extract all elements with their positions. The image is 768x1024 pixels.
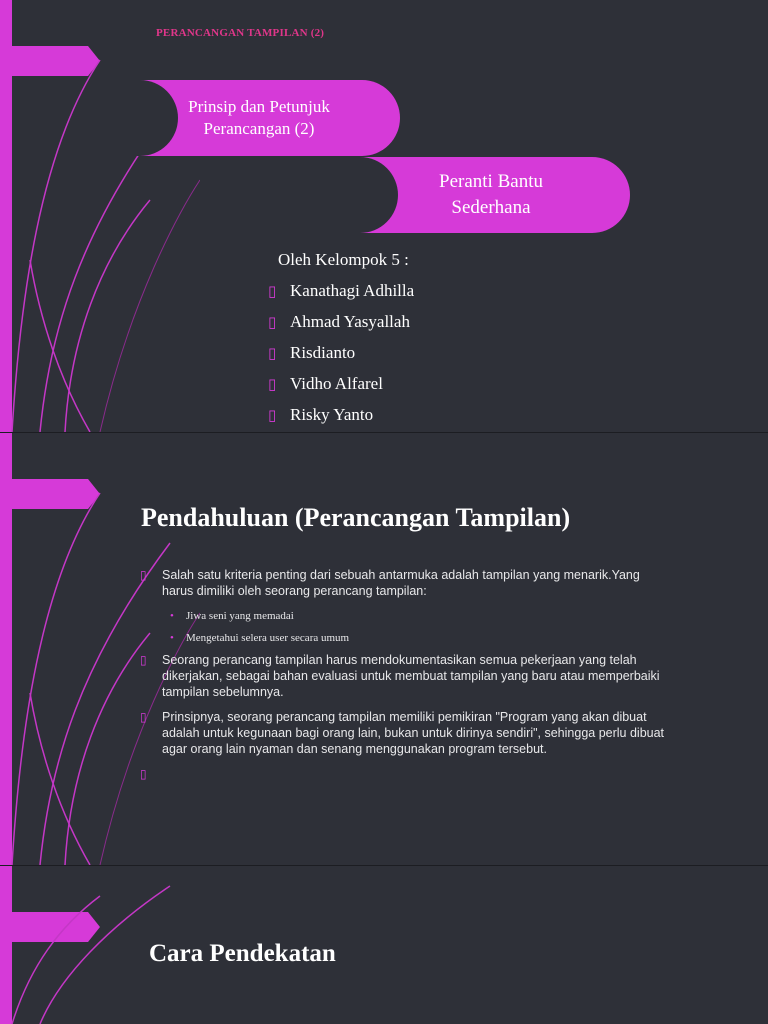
- sub-item: [170, 630, 670, 646]
- paragraph-text: Prinsipnya, seorang perancang tampilan memiliki pemikiran "Program yang akan dibuat adalah untuk kegunaan bagi orang lain, bukan untuk dirinya sendiri", sehingga perlu dibuat agar orang lain nyaman dan senang menggunakan program tersebut.: [162, 710, 665, 756]
- square-bullet-icon: ▯: [140, 568, 147, 582]
- member-name: Ahmad Yasyallah: [290, 312, 410, 331]
- member-item: [268, 343, 414, 374]
- member-item: [268, 312, 414, 343]
- square-bullet-icon: ▯: [268, 344, 277, 362]
- member-name: Risky Yanto: [290, 405, 374, 424]
- slide-2: [0, 433, 768, 865]
- member-item: [268, 281, 414, 312]
- member-name: Kanathagi Adhilla: [290, 281, 415, 300]
- sub-item-text: Jiwa seni yang memadai: [186, 610, 294, 622]
- deck-kicker: PERANCANGAN TAMPILAN (2): [156, 27, 325, 39]
- slide-1: [0, 0, 768, 432]
- square-bullet-icon: ▯: [140, 710, 147, 724]
- member-item: [268, 374, 414, 405]
- sub-item-text: Mengetahui selera user secara umum: [186, 632, 350, 644]
- paragraph-text: Salah satu kriteria penting dari sebuah antarmuka adalah tampilan yang menarik.Yang harus dimiliki oleh seorang perancang tampilan:: [162, 568, 640, 598]
- member-item: [268, 405, 414, 432]
- member-name: Vidho Alfarel: [290, 374, 383, 393]
- member-name: Risdianto: [290, 343, 356, 362]
- dot-bullet-icon: •: [170, 610, 174, 622]
- paragraph: [140, 567, 670, 599]
- group-label: Oleh Kelompok 5 :: [278, 250, 409, 269]
- paragraph: [140, 766, 670, 782]
- square-bullet-icon: ▯: [268, 375, 277, 393]
- square-bullet-icon: ▯: [140, 767, 147, 781]
- slide-title: Cara Pendekatan: [149, 940, 336, 967]
- square-bullet-icon: ▯: [140, 653, 147, 667]
- square-bullet-icon: ▯: [268, 313, 277, 331]
- pill-line: Peranti Bantu: [439, 171, 543, 192]
- square-bullet-icon: ▯: [268, 282, 277, 300]
- pill-line: Sederhana: [451, 197, 531, 218]
- slide-3: [0, 866, 768, 1024]
- paragraph-text: Seorang perancang tampilan harus mendokumentasikan semua pekerjaan yang telah dikerjakan, sebagai bahan evaluasi untuk membuat tampilan yang baru atau memperbaiki tampilan sebelumnya.: [162, 653, 660, 699]
- slide-title: Pendahuluan (Perancangan Tampilan): [141, 503, 571, 532]
- slide-body: [140, 567, 670, 791]
- member-list: [268, 281, 414, 432]
- pill-line: Perancangan (2): [203, 119, 315, 138]
- decorative-curves: [0, 0, 200, 432]
- paragraph: [140, 652, 670, 700]
- dot-bullet-icon: •: [170, 632, 174, 644]
- paragraph: [140, 709, 670, 757]
- pill-line: Prinsip dan Petunjuk: [188, 97, 330, 116]
- sub-item: [170, 608, 670, 624]
- square-bullet-icon: ▯: [268, 406, 277, 424]
